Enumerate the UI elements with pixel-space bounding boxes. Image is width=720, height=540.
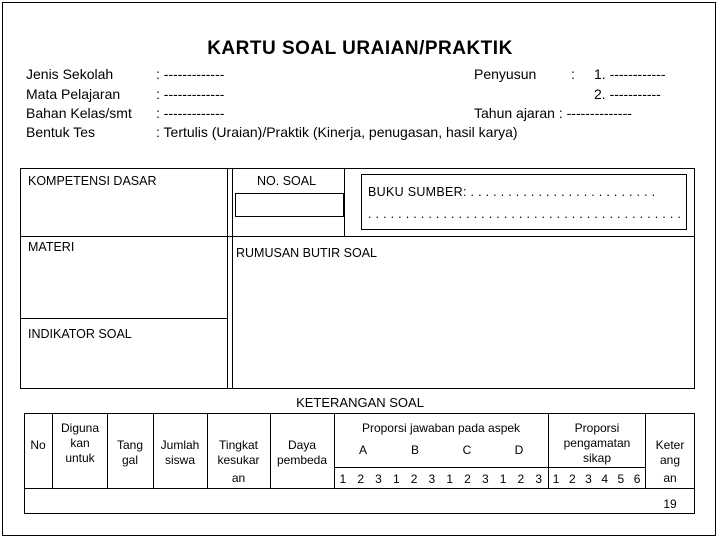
aspect-number: 3: [428, 472, 436, 486]
materi-label: MATERI: [28, 240, 75, 254]
sikap-number: 6: [633, 472, 641, 486]
aspect-number: 2: [464, 472, 471, 486]
aspect-d: D: [514, 443, 524, 457]
kompetensi-dasar-label: KOMPETENSI DASAR: [28, 174, 157, 188]
keterangan-title: KETERANGAN SOAL: [296, 395, 424, 410]
bentuk-tes-value: : Tertulis (Uraian)/Praktik (Kinerja, penugasan, hasil karya): [156, 124, 518, 140]
col-proporsi-pengamatan: Proporsi pengamatan sikap: [563, 421, 631, 465]
aspect-a: A: [358, 443, 367, 457]
col-no: No: [30, 438, 46, 452]
bahan-kelas-label: Bahan Kelas/smt: [26, 105, 132, 121]
col-keterangan: Keter ang: [655, 438, 685, 467]
bahan-kelas-value: : -------------: [156, 105, 225, 121]
aspect-number: 1: [392, 472, 400, 486]
col-digunakan: Diguna kan untuk: [60, 421, 100, 465]
penyusun-1: 1. ------------: [594, 66, 666, 82]
aspect-number: 2: [410, 472, 418, 486]
col-jumlah-siswa: Jumlah siswa: [160, 438, 200, 467]
aspect-number: 2: [517, 472, 525, 486]
col-tanggal: Tang gal: [116, 438, 144, 467]
sikap-number: 5: [617, 472, 625, 486]
col-keterangan-cont: an: [663, 471, 677, 485]
col-tingkat-kesukaran-cont: an: [231, 471, 246, 485]
aspect-number: 3: [481, 472, 489, 486]
tahun-ajaran: Tahun ajaran : --------------: [474, 105, 632, 121]
col-proporsi-jawaban: Proporsi jawaban pada aspek: [361, 421, 521, 435]
aspect-number: 1: [339, 472, 347, 486]
penyusun-2: 2. -----------: [594, 86, 661, 102]
aspect-number: 3: [375, 472, 382, 486]
col-daya-pembeda: Daya pembeda: [276, 438, 328, 467]
aspect-c: C: [462, 443, 472, 457]
aspect-number: 1: [446, 472, 454, 486]
page-title: KARTU SOAL URAIAN/PRAKTIK: [207, 38, 513, 59]
sikap-number: 1: [552, 472, 560, 486]
sikap-number: 3: [585, 472, 592, 486]
jenis-sekolah-value: : -------------: [156, 66, 225, 82]
page-number: 19: [663, 497, 677, 511]
aspect-number: 2: [357, 472, 365, 486]
col-tingkat-kesukaran: Tingkat kesukar: [217, 438, 260, 467]
no-soal-field[interactable]: [235, 193, 344, 217]
rumusan-butir-soal-label: RUMUSAN BUTIR SOAL: [236, 246, 377, 260]
mata-pelajaran-value: : -------------: [156, 86, 225, 102]
no-soal-label: NO. SOAL: [257, 174, 317, 188]
jenis-sekolah-label: Jenis Sekolah: [26, 66, 114, 82]
aspect-number: 3: [535, 472, 543, 486]
sikap-number: 2: [568, 472, 576, 486]
mata-pelajaran-label: Mata Pelajaran: [26, 86, 121, 102]
aspect-b: B: [410, 443, 419, 457]
buku-sumber-box: [361, 174, 687, 230]
bentuk-tes-label: Bentuk Tes: [26, 124, 96, 140]
buku-sumber-label: BUKU SUMBER: . . . . . . . . . . . . . . . . . . . . . . . . .: [368, 185, 656, 199]
buku-sumber-dots: . . . . . . . . . . . . . . . . . . . . . . . . . . . . . . . . . . . . . . . . . .: [368, 207, 682, 221]
sikap-number: 4: [601, 472, 609, 486]
penyusun-colon: :: [571, 66, 575, 82]
penyusun-label: Penyusun: [474, 66, 537, 82]
indikator-soal-label: INDIKATOR SOAL: [28, 327, 132, 341]
aspect-number: 1: [499, 472, 507, 486]
